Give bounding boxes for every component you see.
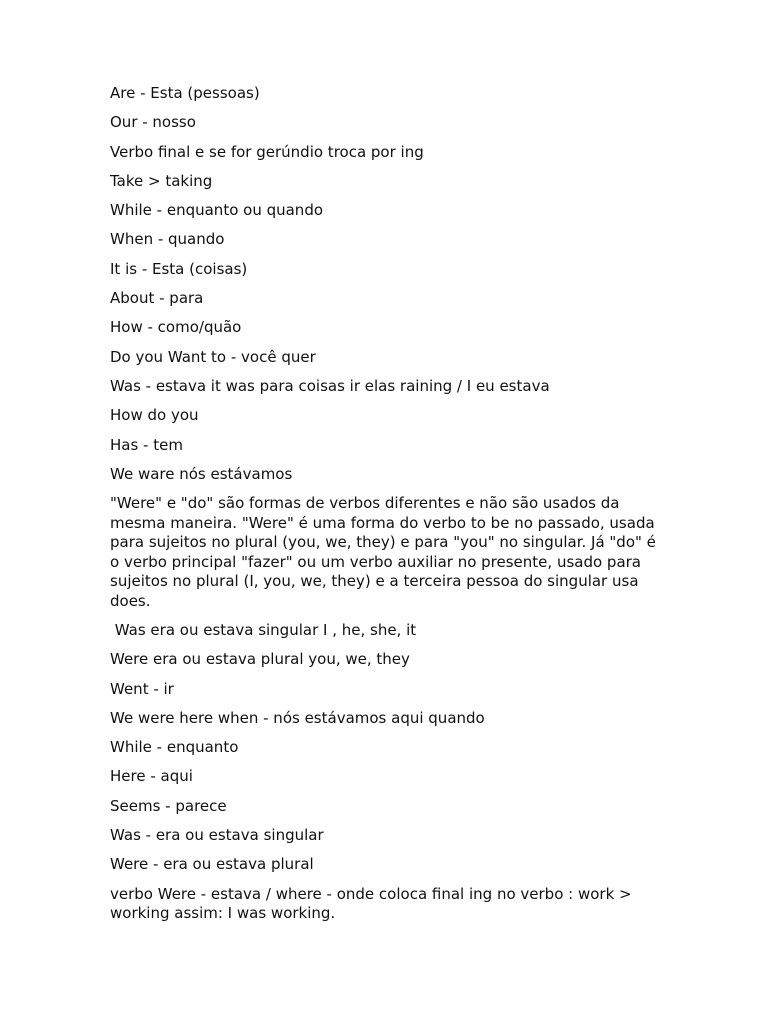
note-line: It is - Esta (coisas) (110, 259, 248, 278)
note-line: Here - aqui (110, 767, 193, 786)
note-line: Was - estava it was para coisas ir elas raining / I eu estava (110, 376, 550, 395)
note-line: While - enquanto ou quando (110, 201, 324, 220)
note-line: Do you Want to - você quer (110, 347, 316, 366)
note-line: About - para (110, 289, 204, 308)
note-line: We ware nós estávamos (110, 464, 293, 483)
note-line: Has - tem (110, 435, 183, 454)
note-line: Were - era ou estava plural (110, 855, 314, 874)
note-line: We were here when - nós estávamos aqui quando (110, 708, 485, 727)
note-line: Verbo final e se for gerúndio troca por ing (110, 142, 424, 161)
note-line: Was era ou estava singular I , he, she, it (110, 620, 417, 639)
note-line: How - como/quão (110, 318, 242, 337)
explanation-paragraph: "Were" e "do" são formas de verbos diferentes e não são usados da mesma maneira. "Were" é uma forma do verbo to be no passado, usada para sujeitos no plural (you, we, they) e para "you" no singular. Já "do" é o verbo principal "fazer" ou um verbo auxiliar no presente, usado para sujeitos no plural (I, you, we, they) e a terceira pessoa do singular usa does. (110, 494, 661, 610)
note-line: Were era ou estava plural you, we, they (110, 650, 410, 669)
note-line: How do you (110, 406, 199, 425)
note-line: Was - era ou estava singular (110, 826, 324, 845)
note-line: verbo Were - estava / where - onde coloca final ing no verbo : work > working assim: I was working. (110, 884, 637, 923)
note-line: Are - Esta (pessoas) (110, 84, 260, 102)
document-body (110, 84, 660, 933)
note-line: Went - ir (110, 679, 174, 698)
note-line: When - quando (110, 230, 225, 249)
note-line: Take > taking (110, 171, 213, 190)
note-line: While - enquanto (110, 738, 239, 757)
note-line: Seems - parece (110, 796, 227, 815)
note-line: Our - nosso (110, 113, 196, 132)
